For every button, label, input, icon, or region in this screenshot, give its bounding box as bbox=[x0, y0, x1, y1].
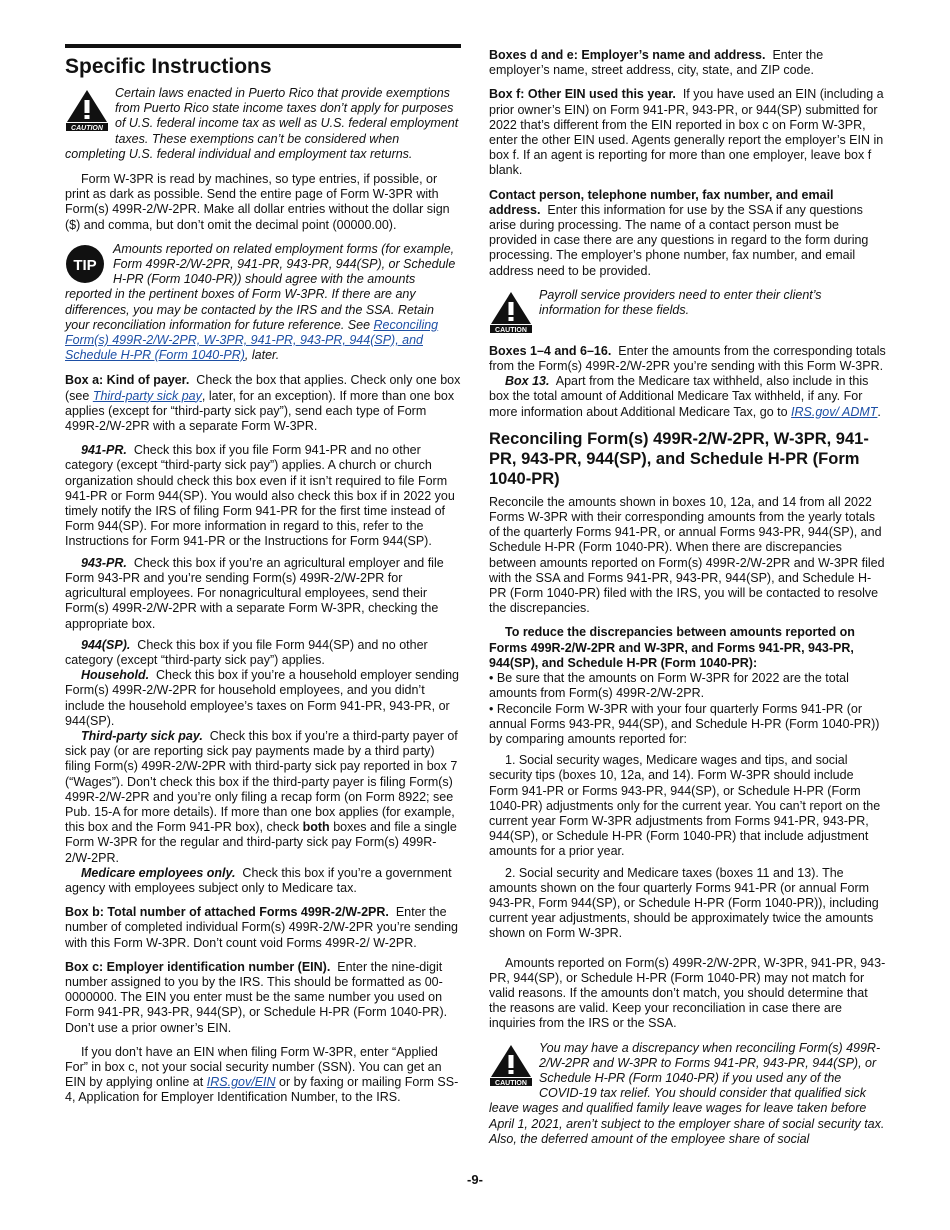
left-column bbox=[65, 40, 461, 1106]
numbered-item: 1. Social security wages, Medicare wages and tips, and social security tips (boxes 10, 12a, and 14). Form W-3PR should include Form 941-PR or Forms 943-PR, 944(SP), or Schedule H-PR (Form 1040-PR) adjustments only for the current year. You can’t report on the current year Form W-3PR adjustments from Forms 941-PR, 943-PR, 944(SP), or Schedule H-PR (Form 1040-PR) that include adjustment amounts for a prior year. bbox=[489, 753, 881, 859]
bullet-item: • Be sure that the amounts on Form W-3PR for 2022 are the total amounts from Form(s) 499R-2/W-2PR. bbox=[489, 671, 849, 701]
box-c-paragraph: Box c: Employer identification number (EIN). Enter the nine-digit number assigned to you by the IRS. This should be formatted as 00-0000000. The EIN you enter must be the same number you used on Form 941-PR, 943-PR, 944(SP), or Schedule H-PR (Form 1040-PR). Don’t use a prior owner’s EIN. bbox=[65, 959, 448, 1035]
caution-icon bbox=[65, 88, 109, 132]
amounts-paragraph: Amounts reported on Form(s) 499R-2/W-2PR, W-3PR, 941-PR, 943-PR, 944(SP), or Schedule H-PR (Form 1040-PR) may not match for valid reasons. If the amounts don’t match, you should determine that the reasons are valid. Keep your reconciliation in case there are inquiries from the IRS or the SSA. bbox=[489, 955, 886, 1031]
944-paragraph: 944(SP). Check this box if you file Form 944(SP) and no other category (except “third-party sick pay”) applies. bbox=[65, 637, 428, 667]
box-f-paragraph: Box f: Other EIN used this year. If you have used an EIN (including a prior owner’s EIN) on Form 941-PR, 943-PR, or 944(SP) submitted for 2022 that’s different from the EIN reported in box c on Form W-3PR, enter the other EIN used. Agents generally report the employer’s EIN in box f. If an agent is reporting for more than one employer, leave box f blank. bbox=[489, 87, 884, 178]
numbered-item: 2. Social security and Medicare taxes (boxes 11 and 13). The amounts shown on the four quarterly Forms 941-PR (or annual Form 943-PR, Form 944(SP), or Schedule H-PR (Form 1040-PR)), including current year adjustments, should be approximately twice the amounts shown on Form W-3PR. bbox=[489, 865, 879, 941]
third-party-sick-pay-link[interactable]: Third-party sick pay bbox=[92, 388, 202, 403]
page-title: Specific Instructions bbox=[65, 55, 272, 78]
caution-callout bbox=[65, 86, 461, 162]
caution-text: Certain laws enacted in Puerto Rico that provide exemptions from Puerto Rico state income taxes don’t apply for purposes of U.S. federal income tax as well as U.S. federal employment taxes. These exemptions can’t be considered when completing U.S. federal individual and employment tax returns. bbox=[65, 86, 459, 161]
tip-icon bbox=[65, 244, 105, 284]
box-b-paragraph: Box b: Total number of attached Forms 499R-2/W-2PR. Enter the number of completed individual Form(s) 499R-2/W-2PR you’re sending with this Form W-3PR. Don’t count void Forms 499R-2/ W-2PR. bbox=[65, 905, 458, 950]
reconciling-heading: Reconciling Form(s) 499R-2/W-2PR, W-3PR, 941-PR, 943-PR, 944(SP), and Schedule H-PR (Form 1040-PR) bbox=[489, 429, 869, 488]
right-column bbox=[489, 48, 886, 1157]
box-de-paragraph: Boxes d and e: Employer’s name and address. Enter the employer’s name, street address, city, state, and ZIP code. bbox=[489, 48, 824, 78]
tip-callout: TIP Amounts reported on related employment forms (for example, Form 499R-2/W-2PR, 941-PR, 943-PR, 944(SP), or Schedule H-PR (Form 1040-PR)) should agree with the amounts reported in the pertinent boxes of Form W-3PR. If there are any differences, you may be contacted by the IRS and the SSA. Retain your reconciliation information for future reference. See Reconciling Form(s) 499R-2/W-2PR, W-3PR, 941-PR, 943-PR, 944(SP), and Schedule H-PR (Form 1040-PR), later. bbox=[65, 241, 456, 363]
irs-ein-link[interactable]: IRS.gov/EIN bbox=[206, 1075, 276, 1090]
943-paragraph: 943-PR. Check this box if you’re an agricultural employer and file Form 943-PR and you’re sending Form(s) 499R-2/W-2PR for agricultural employees. For nonagricultural employees, send their Form(s) 499R-2/W-2PR with a separate Form W-3PR, checking the appropriate box. bbox=[65, 555, 444, 631]
page-number: -9- bbox=[467, 1172, 483, 1187]
household-paragraph: Household. Check this box if you’re a household employer sending Form(s) 499R-2/W-2PR for household employees, and you didn’t include the household employee’s taxes on Form 941-PR, 943-PR, or 944(SP). bbox=[65, 668, 459, 728]
tip-text: Amounts reported on related employment forms (for example, Form 499R-2/W-2PR, 941-PR, 943-PR, 944(SP), or Schedule H-PR (Form 1040-PR)) should agree with the amounts reported in the pertinent boxes of Form W-3PR. If there are any differences, you may be contacted by the IRS and the SSA. Retain your reconciliation information for future reference. See bbox=[65, 241, 456, 332]
ein-paragraph: If you don’t have an EIN when filing Form W-3PR, enter “Applied For” in box c, not your social security number (SSN). You can get an EIN by applying online at IRS.gov/EIN or by faxing or mailing Form SS-4, Application for Employer Identification Number, to the IRS. bbox=[65, 1044, 459, 1105]
caution-text: You may have a discrepancy when reconciling Form(s) 499R-2/W-2PR and W-3PR to Forms 941-PR, 943-PR, 944(SP), or Schedule H-PR (Form 1040-PR) if you used any of the COVID-19 tax relief. You should consider that qualified sick leave wages and qualified family leave wages for leave taken before April 1, 2021, aren’t subject to the employer share of social security tax. Also, the deferred amount of the employee share of social bbox=[489, 1040, 885, 1146]
irs-admt-link[interactable]: IRS.gov/ ADMT bbox=[791, 404, 878, 419]
941-paragraph: 941-PR. Check this box if you file Form 941-PR and no other category (except “third-party sick pay”) applies. A church or church organization should check this box even if it isn’t required to file Form 941-PR or Form 944(SP). You would also check this box if in 2022 you timely notify the IRS of filing Form 941-PR for the first time instead of Form 944(SP). For more information in regard to this, refer to the Instructions for Form 941-PR or the Instructions for Form 944(SP). bbox=[65, 443, 455, 549]
reconciling-link[interactable]: Reconciling Form(s) 499R-2/W-2PR, W-3PR, 941-PR, 943-PR, 944(SP), and Schedule H-PR (Form 1040-PR) bbox=[65, 317, 439, 363]
medicare-paragraph: Medicare employees only. Check this box if you’re a government agency with employees subject only to Medicare tax. bbox=[65, 865, 452, 895]
heading-rule bbox=[65, 44, 461, 48]
caution-callout-covid bbox=[489, 1041, 886, 1147]
paragraph: Form W-3PR is read by machines, so type entries, if possible, or print as dark as possible. Send the entire page of Form W-3PR with Form(s) 499R-2/W-2PR. Make all dollar entries without the dollar sign ($) and comma, but don’t omit the decimal point (00000.00). bbox=[65, 172, 450, 232]
caution-icon bbox=[489, 1043, 533, 1087]
reconcile-paragraph: Reconcile the amounts shown in boxes 10, 12a, and 14 from all 2022 Forms W-3PR with their corresponding amounts from the yearly totals of the quarterly Forms 941-PR, or annual Forms 943-PR, 944(SP), and Schedule H-PR (Form 1040-PR). When there are discrepancies between amounts reported on Form(s) 499R-2/W-2PR and W-3PR filed with the SSA and Forms 941-PR, 943-PR, 944(SP), and Schedule H-PR (Form 1040-PR) filed with the IRS, you will be contacted to resolve the discrepancies. bbox=[489, 494, 885, 616]
caution-icon bbox=[489, 290, 533, 334]
caution-callout-payroll bbox=[489, 288, 886, 334]
svg-text:TIP: TIP bbox=[73, 256, 97, 274]
boxes-paragraph: Boxes 1–4 and 6–16. Enter the amounts from the corresponding totals from the Form(s) 499R-2/W-2PR you’re sending with this Form W-3PR. bbox=[489, 343, 886, 374]
caution-text: Payroll service providers need to enter their client’s information for these fields. bbox=[539, 287, 822, 318]
third-party-paragraph: Third-party sick pay. Check this box if you’re a third-party payer of sick pay (or are reporting sick pay payments made by a third party) filing Form(s) 499R-2/W-2PR with third-party sick pay reported in box 7 (“Wages”). Don’t check this box if the third-party payer is filing Form(s) 499R-2/W-2PR and you’re only filing a recap form (on Form 8922; see Pub. 15-A for more details). If more than one box applies (for example, this box and the Form 941-PR box), check both boxes and file a single Form W-3PR for the regular and third-party sick pay Form(s) 499R-2/W-2PR. bbox=[65, 728, 458, 865]
svg-text:CAUTION: CAUTION bbox=[71, 125, 103, 132]
bullet-item: • Reconcile Form W-3PR with your four quarterly Forms 941-PR (or annual Forms 943-PR, 944(SP), and Schedule H-PR (Form 1040-PR)) by comparing amounts reported for: bbox=[489, 701, 880, 746]
svg-text:CAUTION: CAUTION bbox=[495, 326, 527, 334]
svg-text:CAUTION: CAUTION bbox=[495, 1079, 527, 1087]
box-a-paragraph: Box a: Kind of payer. Check the box that applies. Check only one box (see Third-party sick pay, later, for an exception). If more than one box applies (except for “third-party sick pay”), send each type of Form 499R-2/W-2PR with a separate Form W-3PR. bbox=[65, 373, 461, 434]
reduce-heading: To reduce the discrepancies between amounts reported on Forms 499R-2/W-2PR and W-3PR, and Forms 941-PR, 943-PR, 944(SP), and Schedule H-PR (Form 1040-PR): bbox=[489, 625, 855, 670]
contact-paragraph: Contact person, telephone number, fax number, and email address. Enter this information for use by the SSA if any questions arise during processing. The name of a contact person must be provided in case there are any questions in regard to the form during processing. The employer’s phone number, fax number, and email address need to be provided. bbox=[489, 187, 869, 278]
box13-paragraph: Box 13. Apart from the Medicare tax withheld, also include in this box the total amount of Additional Medicare Tax withheld, if any. For more information about Additional Medicare Tax, go to IRS.gov/ ADMT. bbox=[489, 374, 881, 419]
